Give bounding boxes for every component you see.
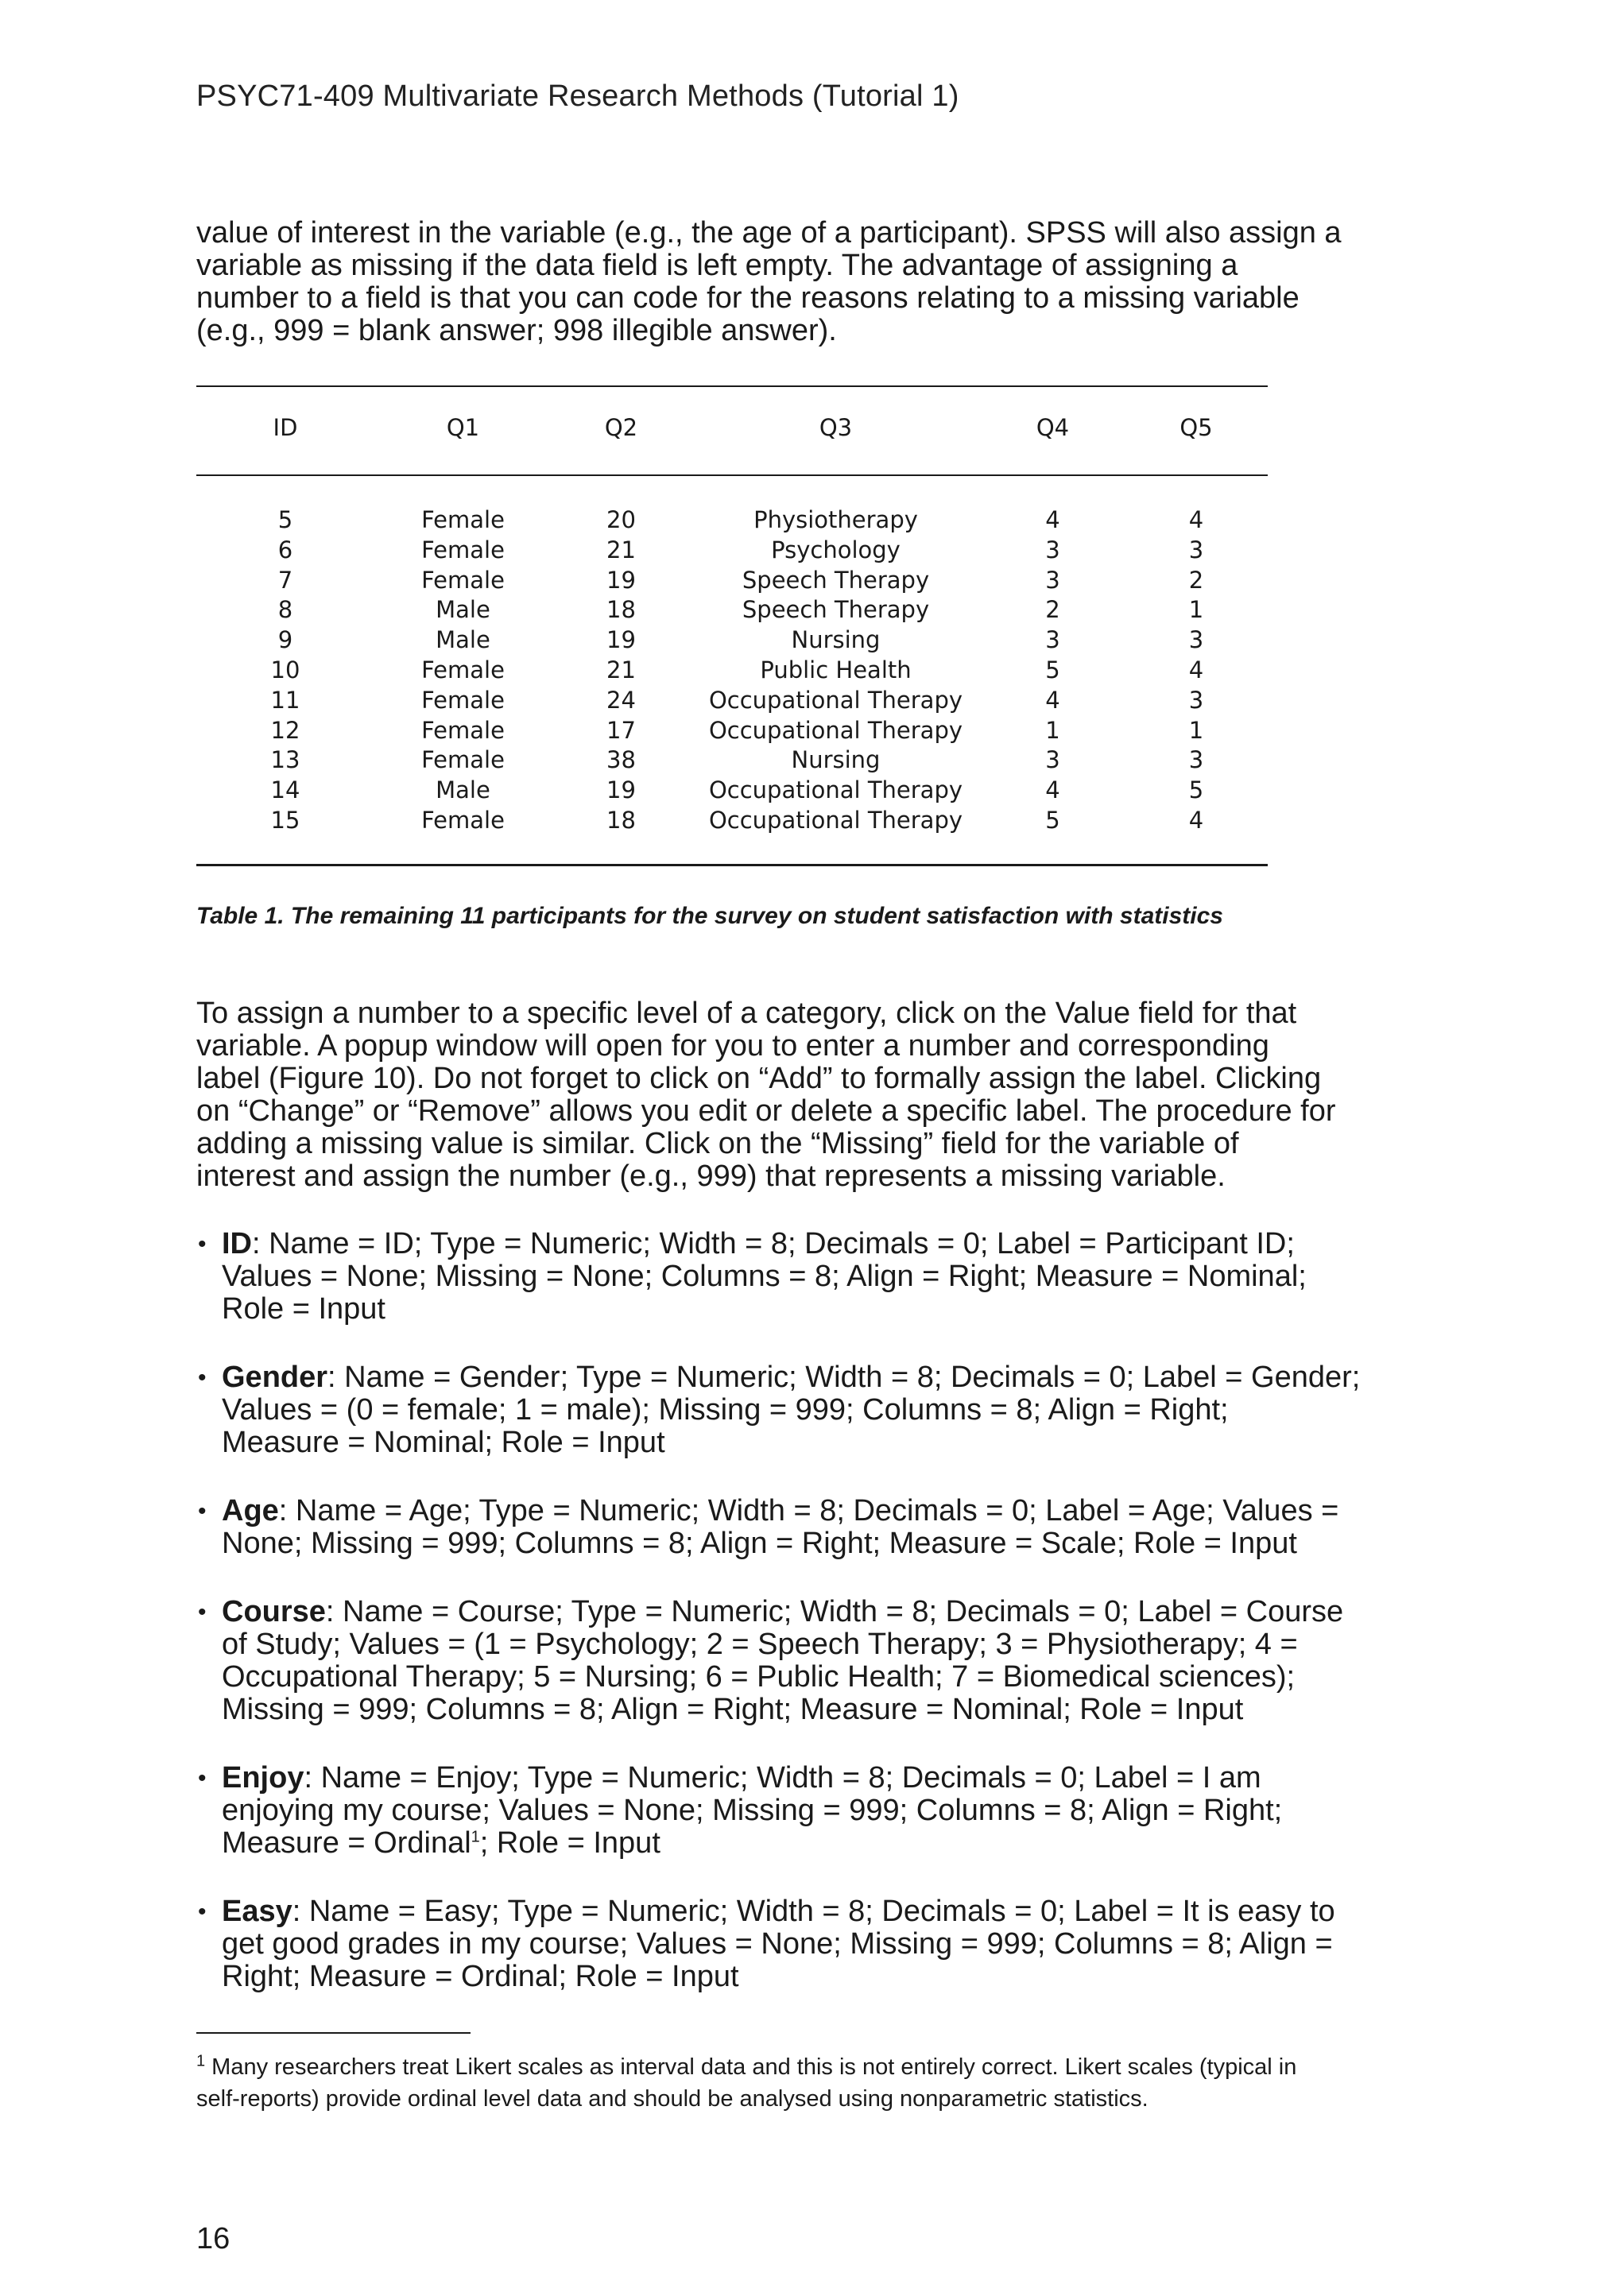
table-cell: 4 xyxy=(1188,506,1204,533)
variable-definition-item xyxy=(196,1361,1452,1459)
table-row xyxy=(196,656,1268,686)
table-body xyxy=(196,505,1268,836)
table-cell: 21 xyxy=(606,656,636,683)
variable-definition-text: : Name = Course; Type = Numeric; Width = 8; Decimals = 0; Label = Course of Study; Values = (1 = Psychology; 2 = Speech Therapy; 3 = Physiotherapy; 4 = Occupational Therapy; 5 = Nursing; 6 = Public Health; 7 = Biomedical sciences); Missing = 999; Columns = 8; Align = Right; Measure = Nominal; Role = Input xyxy=(222,1595,1344,1726)
table-cell: Male xyxy=(436,776,490,804)
table-row xyxy=(196,776,1268,806)
variable-definition-text: : Name = Enjoy; Type = Numeric; Width = 8; Decimals = 0; Label = I am enjoying my course; Values = None; Missing = 999; Columns = 8; Align = Right; Measure = Ordinal xyxy=(222,1761,1283,1860)
table-cell: 21 xyxy=(606,536,636,563)
table-cell: 1 xyxy=(1188,596,1204,624)
bullet-dot: • xyxy=(198,1498,207,1524)
variable-definition-text-continued: ; Role = Input xyxy=(479,1826,660,1860)
table-cell: 13 xyxy=(270,746,300,774)
table-cell: 3 xyxy=(1188,686,1204,714)
column-header-q2: Q2 xyxy=(604,414,638,441)
table-cell: 4 xyxy=(1188,806,1204,834)
table-cell: 18 xyxy=(606,596,636,624)
table-cell: 19 xyxy=(606,566,636,594)
variable-definition-text: : Name = ID; Type = Numeric; Width = 8; Decimals = 0; Label = Participant ID; Values = None; Missing = None; Columns = 8; Align = Right; Measure = Nominal; Role = Input xyxy=(222,1227,1307,1326)
bullet-dot: • xyxy=(198,1599,207,1625)
table-row xyxy=(196,745,1268,776)
bullet-dot: • xyxy=(198,1899,207,1925)
table-header xyxy=(196,413,1268,443)
bullet-dot: • xyxy=(198,1231,207,1257)
table-cell: 3 xyxy=(1045,746,1060,774)
intro-paragraph: value of interest in the variable (e.g., the age of a participant). SPSS will also assign a variable as missing if the data field is left empty. The advantage of assigning a number to a field is that you can code for the reasons relating to a missing variable (e.g., 999 = blank answer; 998 illegible answer). xyxy=(196,216,1342,347)
table-cell: 4 xyxy=(1045,506,1060,533)
variable-definition-item xyxy=(196,1596,1452,1726)
table-cell: 15 xyxy=(270,806,300,834)
table-cell: Female xyxy=(421,806,505,834)
table-row xyxy=(196,625,1268,656)
table-row xyxy=(196,716,1268,746)
variable-name: Easy xyxy=(222,1895,292,1928)
table-row xyxy=(196,806,1268,836)
table-cell: Female xyxy=(421,656,505,683)
table-caption: Table 1. The remaining 11 participants for the survey on student satisfaction with statistics xyxy=(196,903,1223,929)
variable-definition-item xyxy=(196,1228,1452,1326)
table-cell: 4 xyxy=(1188,656,1204,683)
table-cell: 1 xyxy=(1045,716,1060,744)
table-cell: 3 xyxy=(1045,626,1060,654)
table-cell: 17 xyxy=(606,716,636,744)
table-bottom-rule xyxy=(196,864,1268,866)
table-cell: 38 xyxy=(606,746,636,774)
variable-name: ID xyxy=(222,1227,252,1260)
table-cell: 18 xyxy=(606,806,636,834)
table-cell: 5 xyxy=(277,506,293,533)
variable-definition-item xyxy=(196,1495,1452,1560)
table-cell: Female xyxy=(421,566,505,594)
page-header: PSYC71-409 Multivariate Research Methods (Tutorial 1) xyxy=(196,79,959,113)
table-cell: 14 xyxy=(270,776,300,804)
table-cell: 3 xyxy=(1045,566,1060,594)
table-cell: 3 xyxy=(1188,626,1204,654)
participants-table xyxy=(196,505,1268,836)
table-cell: 19 xyxy=(606,776,636,804)
table-cell: 9 xyxy=(277,626,293,654)
variable-definition-text: : Name = Age; Type = Numeric; Width = 8; Decimals = 0; Label = Age; Values = None; Missing = 999; Columns = 8; Align = Right; Measure = Scale; Role = Input xyxy=(222,1494,1339,1560)
table-row xyxy=(196,536,1268,566)
column-header-q4: Q4 xyxy=(1036,414,1070,441)
variable-definition-text: : Name = Easy; Type = Numeric; Width = 8; Decimals = 0; Label = It is easy to get good grades in my course; Values = None; Missing = 999; Columns = 8; Align = Right; Measure = Ordinal; Role = Input xyxy=(222,1895,1335,1993)
variable-definition-item xyxy=(196,1762,1452,1860)
table-cell: 6 xyxy=(277,536,293,563)
table-cell: 24 xyxy=(606,686,636,714)
table-cell: Male xyxy=(436,596,490,624)
table-cell: 1 xyxy=(1188,716,1204,744)
table-cell: 5 xyxy=(1045,656,1060,683)
table-cell: Female xyxy=(421,686,505,714)
table-cell: Nursing xyxy=(791,626,881,654)
bullet-dot: • xyxy=(198,1365,207,1391)
variable-definitions-list xyxy=(196,1228,1452,2029)
table-cell: Occupational Therapy xyxy=(708,686,963,714)
table-row xyxy=(196,595,1268,625)
table-cell: Speech Therapy xyxy=(742,566,930,594)
table-cell: Physiotherapy xyxy=(753,506,918,533)
table-top-rule xyxy=(196,385,1268,387)
bullet-dot: • xyxy=(198,1765,207,1791)
table-cell: Female xyxy=(421,716,505,744)
table-cell: Occupational Therapy xyxy=(708,776,963,804)
variable-definition-item xyxy=(196,1895,1452,1993)
table-cell: Female xyxy=(421,746,505,774)
table-cell: 4 xyxy=(1045,776,1060,804)
variable-name: Enjoy xyxy=(222,1761,304,1795)
table-cell: 4 xyxy=(1045,686,1060,714)
table-cell: 8 xyxy=(277,596,293,624)
table-cell: 2 xyxy=(1045,596,1060,624)
table-cell: 3 xyxy=(1188,746,1204,774)
table-header-rule xyxy=(196,474,1268,476)
table-row xyxy=(196,686,1268,716)
table-cell: 3 xyxy=(1045,536,1060,563)
table-cell: Psychology xyxy=(771,536,901,563)
table-cell: 19 xyxy=(606,626,636,654)
column-header-q5: Q5 xyxy=(1179,414,1213,441)
table-cell: Female xyxy=(421,536,505,563)
column-header-q1: Q1 xyxy=(446,414,480,441)
table-cell: 2 xyxy=(1188,566,1204,594)
instructions-paragraph: To assign a number to a specific level of a category, click on the Value field for that variable. A popup window will open for you to enter a number and corresponding label (Figure 10). Do not forget to click on “Add” to formally assign the label. Clicking on “Change” or “Remove” allows you edit or delete a specific label. The procedure for adding a missing value is similar. Click on the “Missing” field for the variable of interest and assign the number (e.g., 999) that represents a missing variable. xyxy=(196,997,1336,1193)
table-header-row xyxy=(196,413,1268,443)
variable-definition-text: : Name = Gender; Type = Numeric; Width = 8; Decimals = 0; Label = Gender; Values = (0 = female; 1 = male); Missing = 999; Columns = 8; Align = Right; Measure = Nominal; Role = Input xyxy=(222,1361,1361,1459)
column-header-id: ID xyxy=(273,414,298,441)
table-row xyxy=(196,566,1268,596)
column-header-q3: Q3 xyxy=(819,414,853,441)
table-cell: Male xyxy=(436,626,490,654)
table-cell: Nursing xyxy=(791,746,881,774)
footnote-text: Many researchers treat Likert scales as interval data and this is not entirely correct. Likert scales (typical in self-reports) provide ordinal level data and should be analysed using nonparametric statistics. xyxy=(196,2054,1297,2112)
table-cell: 5 xyxy=(1188,776,1204,804)
table-cell: 3 xyxy=(1188,536,1204,563)
table-cell: 11 xyxy=(270,686,300,714)
table-cell: Public Health xyxy=(760,656,912,683)
table-cell: Occupational Therapy xyxy=(708,716,963,744)
table-cell: 5 xyxy=(1045,806,1060,834)
table-cell: 7 xyxy=(277,566,293,594)
page-number: 16 xyxy=(196,2222,230,2255)
table-cell: 10 xyxy=(270,656,300,683)
table-cell: 12 xyxy=(270,716,300,744)
table-cell: Occupational Therapy xyxy=(708,806,963,834)
table-row xyxy=(196,505,1268,536)
variable-name: Gender xyxy=(222,1361,328,1394)
variable-name: Course xyxy=(222,1595,326,1628)
table-cell: Female xyxy=(421,506,505,533)
variable-name: Age xyxy=(222,1494,279,1527)
table-cell: Speech Therapy xyxy=(742,596,930,624)
footnote-marker: 1 xyxy=(196,2052,206,2070)
footnote-rule xyxy=(196,2032,471,2034)
footnote xyxy=(196,2051,1452,2115)
footnote-reference: 1 xyxy=(471,1828,480,1846)
table-cell: 20 xyxy=(606,506,636,533)
